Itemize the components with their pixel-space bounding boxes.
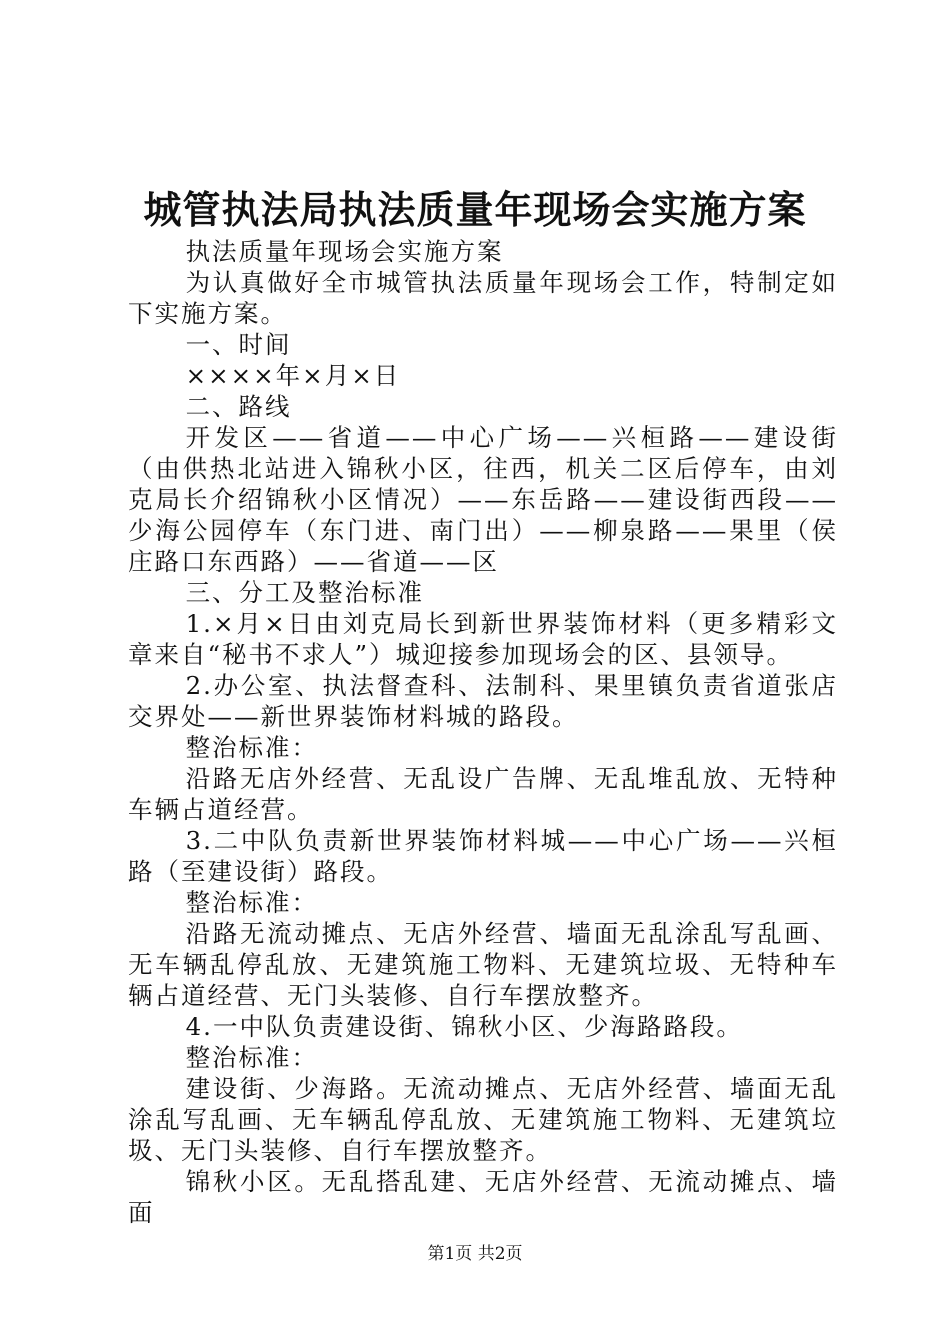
paragraph: 三、分工及整治标准: [185, 578, 425, 607]
paragraph: 2.办公室、执法督查科、法制科、果里镇负责省道张店交界处——新世界装饰材料城的路段。: [128, 671, 838, 731]
paragraph: 3.二中队负责新世界装饰材料城——中心广场——兴桓路（至建设街）路段。: [128, 826, 838, 886]
paragraph: 二、路线: [185, 392, 292, 421]
document-body: [128, 236, 838, 1228]
paragraph: 执法质量年现场会实施方案: [185, 237, 504, 266]
paragraph: 整治标准：: [185, 1043, 319, 1072]
paragraph: 整治标准：: [185, 888, 319, 917]
paragraph: 整治标准：: [185, 733, 319, 762]
paragraph: 建设街、少海路。无流动摊点、无店外经营、墙面无乱涂乱写乱画、无车辆乱停乱放、无建筑施工物料、无建筑垃圾、无门头装修、自行车摆放整齐。: [128, 1074, 838, 1165]
page-footer: 第1页 共2页: [427, 1244, 523, 1264]
paragraph: 1.×月×日由刘克局长到新世界装饰材料（更多精彩文章来自“秘书不求人”）城迎接参加现场会的区、县领导。: [128, 609, 838, 669]
document-title: 城管执法局执法质量年现场会实施方案: [143, 187, 807, 232]
paragraph: 沿路无流动摊点、无店外经营、墙面无乱涂乱写乱画、无车辆乱停乱放、无建筑施工物料、无建筑垃圾、无特种车辆占道经营、无门头装修、自行车摆放整齐。: [128, 919, 838, 1010]
paragraph: 为认真做好全市城管执法质量年现场会工作，特制定如下实施方案。: [128, 268, 838, 328]
paragraph: ××××年×月×日: [185, 361, 401, 390]
paragraph: 一、时间: [185, 330, 292, 359]
paragraph: 4.一中队负责建设街、锦秋小区、少海路路段。: [185, 1012, 743, 1041]
paragraph: 沿路无店外经营、无乱设广告牌、无乱堆乱放、无特种车辆占道经营。: [128, 764, 838, 824]
paragraph: 开发区——省道——中心广场——兴桓路——建设街（由供热北站进入锦秋小区，往西，机关二区后停车，由刘克局长介绍锦秋小区情况）——东岳路——建设街西段——少海公园停车（东门进、南门出）——柳泉路——果里（侯庄路口东西路）——省道——区: [128, 423, 838, 576]
paragraph: 锦秋小区。无乱搭乱建、无店外经营、无流动摊点、墙面: [128, 1167, 838, 1227]
